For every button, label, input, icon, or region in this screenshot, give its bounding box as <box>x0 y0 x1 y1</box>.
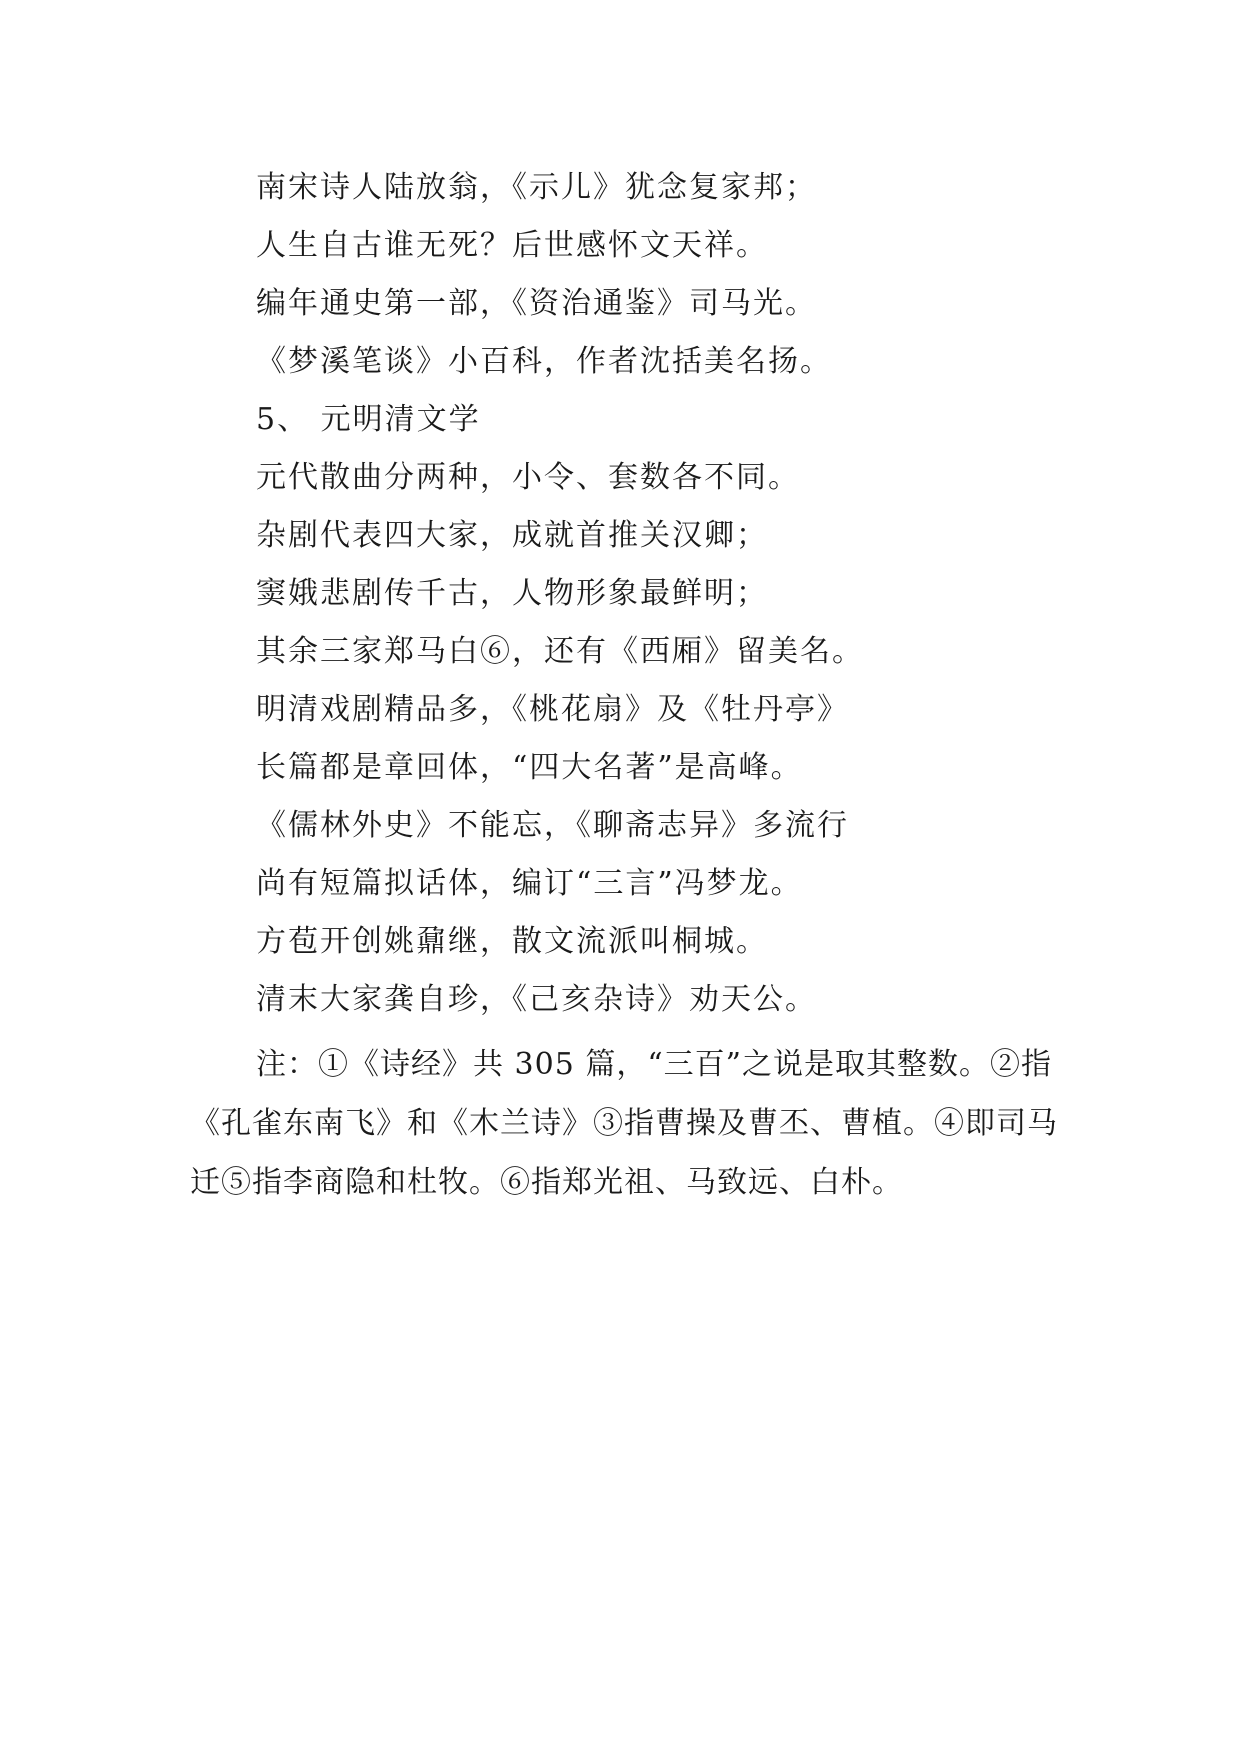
verse-line: 杂剧代表四大家，成就首推关汉卿； <box>256 518 768 553</box>
footnote-line: 《孔雀东南飞》和《木兰诗》③指曹操及曹丕、曹植。④即司马 <box>190 1106 1058 1141</box>
verse-line: 清末大家龚自珍，《己亥杂诗》劝天公。 <box>256 982 817 1017</box>
verse-line: 编年通史第一部，《资治通鉴》司马光。 <box>256 286 817 321</box>
footnote-block <box>190 1035 1060 1212</box>
verse-line: 其余三家郑马白⑥，还有《西厢》留美名。 <box>256 634 864 669</box>
section-heading: 5、 元明清文学 <box>256 402 481 437</box>
verse-line: 明清戏剧精品多，《桃花扇》及《牡丹亭》 <box>256 692 849 727</box>
verse-line: 窦娥悲剧传千古，人物形象最鲜明； <box>256 576 768 611</box>
verse-line: 方苞开创姚鼐继，散文流派叫桐城。 <box>256 924 768 959</box>
verse-line: 《梦溪笔谈》小百科，作者沈括美名扬。 <box>256 344 832 379</box>
verse-line: 尚有短篇拟话体，编订“三言”冯梦龙。 <box>256 866 803 901</box>
verse-line: 《儒林外史》不能忘，《聊斋志异》多流行 <box>256 808 849 843</box>
verse-line: 南宋诗人陆放翁，《示儿》犹念复家邦； <box>256 170 817 205</box>
verse-line: 长篇都是章回体，“四大名著”是高峰。 <box>256 750 803 785</box>
verse-line: 元代散曲分两种，小令、套数各不同。 <box>256 460 800 495</box>
footnote-line: 注：①《诗经》共 305 篇，“三百”之说是取其整数。②指 <box>256 1047 1053 1082</box>
footnote-line: 迁⑤指李商隐和杜牧。⑥指郑光祖、马致远、白朴。 <box>190 1165 903 1200</box>
verse-line: 人生自古谁无死？后世感怀文天祥。 <box>256 228 768 263</box>
